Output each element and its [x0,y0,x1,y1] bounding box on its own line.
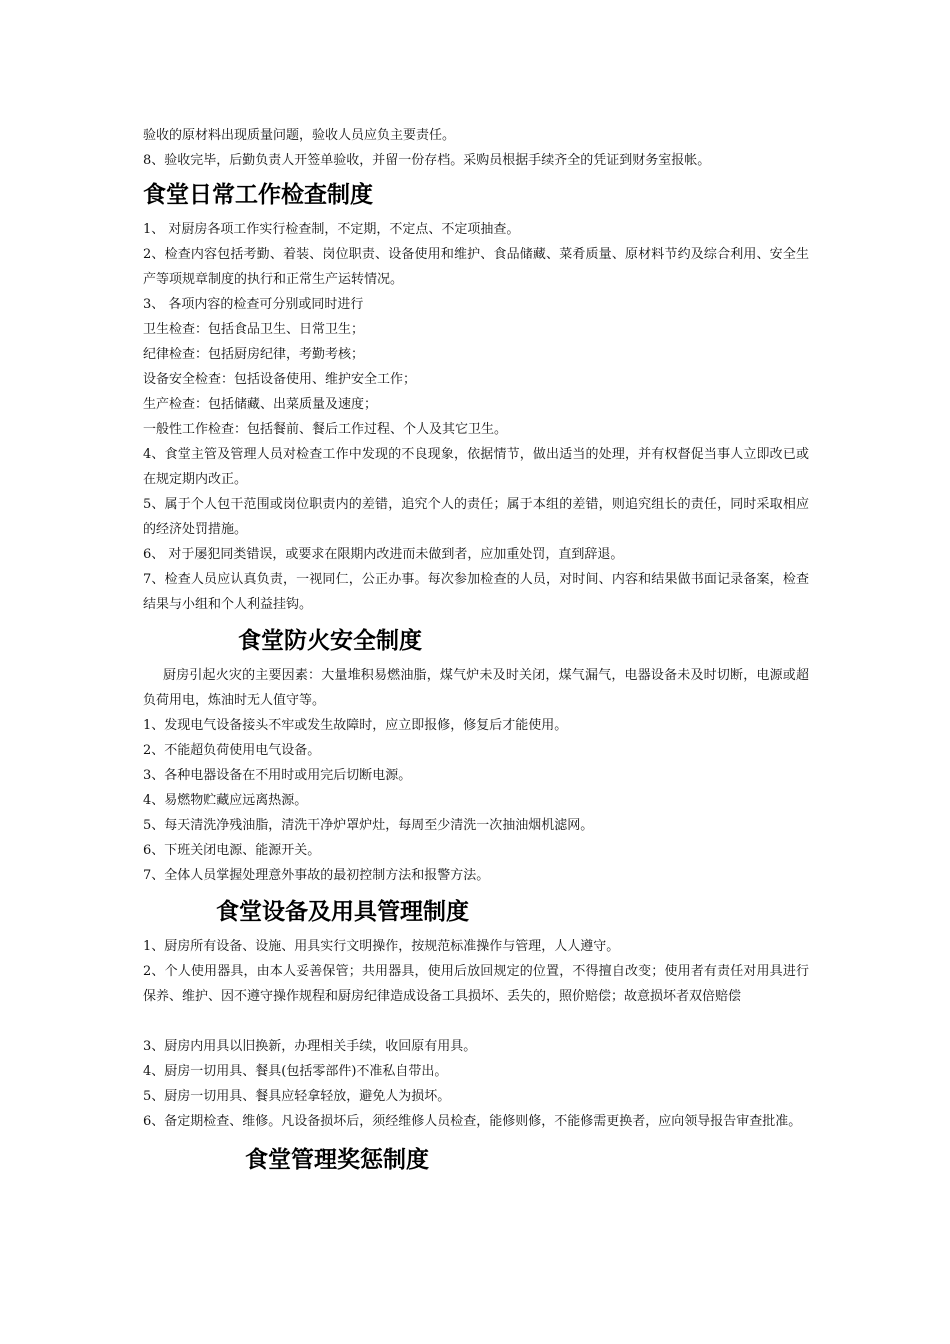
section-title-rewards-penalties: 食堂管理奖惩制度 [245,1147,429,1173]
paragraph: 2、检查内容包括考勤、着装、岗位职责、设备使用和维护、食品储藏、菜肴质量、原材料节约及综合利用、安全生产等项规章制度的执行和正常生产运转情况。 [143,247,809,287]
paragraph: 纪律检查：包括厨房纪律，考勤考核； [143,347,365,362]
paragraph: 设备安全检查：包括设备使用、维护安全工作； [143,372,417,387]
paragraph: 1、厨房所有设备、设施、用具实行文明操作，按规范标准操作与管理，人人遵守。 [143,939,620,954]
paragraph: 生产检查：包括储藏、出菜质量及速度； [143,397,378,412]
paragraph: 6、备定期检查、维修。凡设备损坏后，须经维修人员检查，能修则修，不能修需更换者，应向领导报告审查批准。 [143,1114,802,1129]
blank-line [143,1009,809,1034]
paragraph: 5、厨房一切用具、餐具应轻拿轻放，避免人为损坏。 [143,1089,451,1104]
paragraph: 5、每天清洗净残油脂，清洗干净炉罩炉灶，每周至少清洗一次抽油烟机滤网。 [143,818,594,833]
paragraph: 6、下班关闭电源、能源开关。 [143,843,321,858]
document-page [143,123,809,1174]
intro-line: 验收的原材料出现质量问题，验收人员应负主要责任。 [143,128,456,143]
paragraph: 一般性工作检查：包括餐前、餐后工作过程、个人及其它卫生。 [143,422,508,437]
paragraph: 7、检查人员应认真负责，一视同仁，公正办事。每次参加检查的人员，对时间、内容和结果做书面记录备案，检查结果与小组和个人利益挂钩。 [143,572,809,612]
paragraph: 2、个人使用器具，由本人妥善保管；共用器具，使用后放回规定的位置，不得擅自改变；使用者有责任对用具进行保养、维护、因不遵守操作规程和厨房纪律造成设备工具损坏、丢失的，照价赔偿；故意损坏者双倍赔偿 [143,964,809,1004]
paragraph: 3、厨房内用具以旧换新，办理相关手续，收回原有用具。 [143,1039,477,1054]
intro-line: 8、验收完毕，后勤负责人开签单验收，并留一份存档。采购员根据手续齐全的凭证到财务室报帐。 [143,153,711,168]
paragraph: 6、 对于屡犯同类错误，或要求在限期内改进而未做到者，应加重处罚，直到辞退。 [143,547,624,562]
paragraph: 3、各种电器设备在不用时或用完后切断电源。 [143,768,412,783]
paragraph: 7、全体人员掌握处理意外事故的最初控制方法和报警方法。 [143,868,490,883]
paragraph: 4、食堂主管及管理人员对检查工作中发现的不良现象，依据情节，做出适当的处理，并有权督促当事人立即改已或在规定期内改正。 [143,447,809,487]
section-title-daily-inspection: 食堂日常工作检查制度 [143,182,373,208]
paragraph: 厨房引起火灾的主要因素：大量堆积易燃油脂，煤气炉未及时关闭，煤气漏气，电器设备未及时切断，电源或超负荷用电，炼油时无人值守等。 [143,668,809,708]
paragraph: 5、属于个人包干范围或岗位职责内的差错，追究个人的责任；属于本组的差错，则追究组长的责任，同时采取相应的经济处罚措施。 [143,497,809,537]
paragraph: 3、 各项内容的检查可分别或同时进行 [143,297,364,312]
paragraph: 卫生检查：包括食品卫生、日常卫生； [143,322,365,337]
section-title-equipment: 食堂设备及用具管理制度 [216,899,469,925]
paragraph: 1、 对厨房各项工作实行检查制，不定期，不定点、不定项抽查。 [143,222,520,237]
paragraph: 1、发现电气设备接头不牢或发生故障时，应立即报修，修复后才能使用。 [143,718,568,733]
section-title-fire-safety: 食堂防火安全制度 [238,628,422,654]
paragraph: 2、不能超负荷使用电气设备。 [143,743,321,758]
paragraph: 4、易燃物贮藏应远离热源。 [143,793,308,808]
paragraph: 4、厨房一切用具、餐具(包括零部件)不准私自带出。 [143,1064,448,1079]
